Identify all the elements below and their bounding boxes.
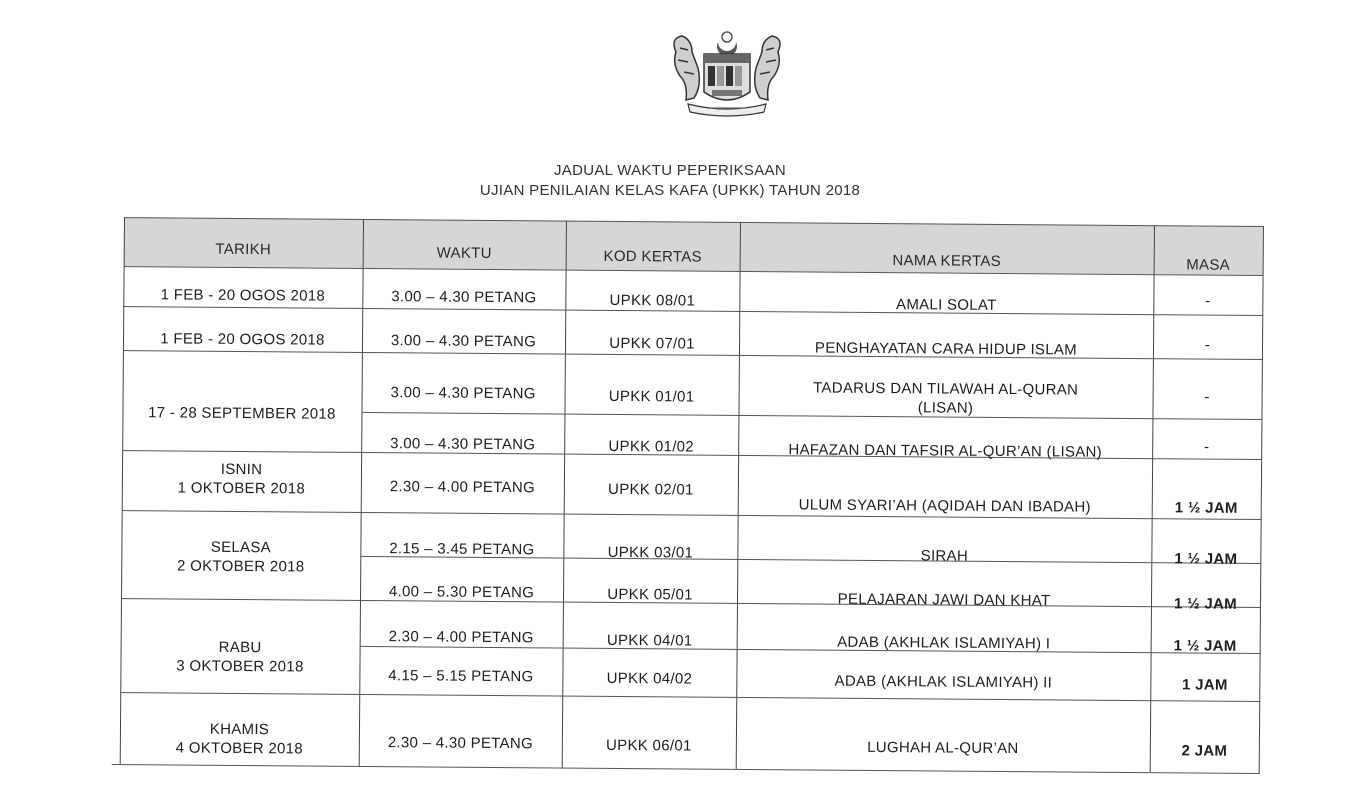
kod-cell: UPKK 04/02 xyxy=(606,669,693,688)
date-cell xyxy=(121,537,360,577)
kod-cell: UPKK 06/01 xyxy=(606,736,692,755)
waktu-cell: 4.00 – 5.30 PETANG xyxy=(388,583,535,602)
masa-cell: - xyxy=(1204,438,1210,456)
table-border-bottom xyxy=(112,764,1260,774)
nama-cell xyxy=(738,378,1152,419)
date-label: 1 OKTOBER 2018 xyxy=(177,479,306,498)
masa-cell: - xyxy=(1204,388,1210,406)
date-cell: 17 - 28 SEPTEMBER 2018 xyxy=(148,404,336,423)
header-kod-kertas: KOD KERTAS xyxy=(603,247,702,266)
row-divider xyxy=(120,692,1260,702)
day-label: KHAMIS xyxy=(209,720,270,739)
masa-cell: 2 JAM xyxy=(1181,742,1228,760)
masa-cell: 1 ½ JAM xyxy=(1174,499,1238,517)
waktu-cell: 3.00 – 4.30 PETANG xyxy=(391,288,537,307)
nama-cell: PELAJARAN JAWI DAN KHAT xyxy=(837,590,1051,610)
kod-cell: UPKK 08/01 xyxy=(609,291,696,310)
nama-cell: PENGHAYATAN CARA HIDUP ISLAM xyxy=(814,339,1078,359)
day-label: ISNIN xyxy=(220,460,263,479)
masa-cell: 1 ½ JAM xyxy=(1173,637,1237,655)
nama-cell: ADAB (AKHLAK ISLAMIYAH) I xyxy=(837,633,1051,653)
document-title: JADUAL WAKTU PEPERIKSAAN xyxy=(554,162,786,179)
kod-cell: UPKK 02/01 xyxy=(608,480,694,499)
waktu-cell: 4.15 – 5.15 PETANG xyxy=(388,667,534,686)
date-cell: 1 FEB - 20 OGOS 2018 xyxy=(160,286,326,305)
kod-cell: UPKK 05/01 xyxy=(607,585,693,604)
nama-cell: SIRAH xyxy=(920,547,969,565)
waktu-cell: 2.30 – 4.00 PETANG xyxy=(388,628,534,647)
header-waktu: WAKTU xyxy=(436,244,492,262)
header-nama-kertas: NAMA KERTAS xyxy=(892,252,1002,270)
date-cell: 1 FEB - 20 OGOS 2018 xyxy=(160,330,325,349)
exam-schedule-table xyxy=(112,217,1264,773)
header-tarikh: TARIKH xyxy=(215,240,272,259)
date-cell xyxy=(120,637,359,677)
date-cell xyxy=(120,719,359,759)
date-cell xyxy=(122,459,361,499)
paper-name: TADARUS DAN TILAWAH AL-QURAN xyxy=(813,379,1079,399)
coat-of-arms-emblem xyxy=(668,28,786,118)
masa-cell: 1 ½ JAM xyxy=(1173,595,1238,613)
date-label: 4 OKTOBER 2018 xyxy=(175,739,304,758)
kod-cell: UPKK 01/01 xyxy=(608,387,695,406)
waktu-cell: 3.00 – 4.30 PETANG xyxy=(390,332,537,351)
waktu-cell: 3.00 – 4.30 PETANG xyxy=(390,384,536,403)
day-label: SELASA xyxy=(210,538,272,557)
document-subtitle: UJIAN PENILAIAN KELAS KAFA (UPKK) TAHUN 2018 xyxy=(479,182,861,199)
nama-cell: AMALI SOLAT xyxy=(895,296,997,314)
masa-cell: 1 ½ JAM xyxy=(1174,550,1238,568)
kod-cell: UPKK 07/01 xyxy=(609,334,695,353)
paper-name-note: (LISAN) xyxy=(917,399,974,417)
nama-cell: LUGHAH AL-QUR’AN xyxy=(867,738,1019,758)
kod-cell: UPKK 04/01 xyxy=(606,631,693,650)
waktu-cell: 2.30 – 4.30 PETANG xyxy=(387,734,534,753)
masa-cell: - xyxy=(1205,292,1211,310)
date-label: 3 OKTOBER 2018 xyxy=(176,657,304,676)
header-masa: MASA xyxy=(1186,256,1231,274)
waktu-cell: 3.00 – 4.30 PETANG xyxy=(390,435,536,454)
waktu-cell: 2.30 – 4.00 PETANG xyxy=(389,478,536,497)
masa-cell: 1 JAM xyxy=(1181,676,1228,694)
day-label: RABU xyxy=(218,638,262,657)
date-label: 2 OKTOBER 2018 xyxy=(177,557,305,576)
waktu-cell: 2.15 – 3.45 PETANG xyxy=(389,540,535,559)
nama-cell: ADAB (AKHLAK ISLAMIYAH) II xyxy=(834,672,1053,692)
masa-cell: - xyxy=(1204,336,1211,354)
nama-cell: ULUM SYARI’AH (AQIDAH DAN IBADAH) xyxy=(798,496,1091,516)
kod-cell: UPKK 03/01 xyxy=(607,543,694,562)
kod-cell: UPKK 01/02 xyxy=(608,437,695,456)
nama-cell: HAFAZAN DAN TAFSIR AL-QUR’AN (LISAN) xyxy=(788,441,1103,461)
